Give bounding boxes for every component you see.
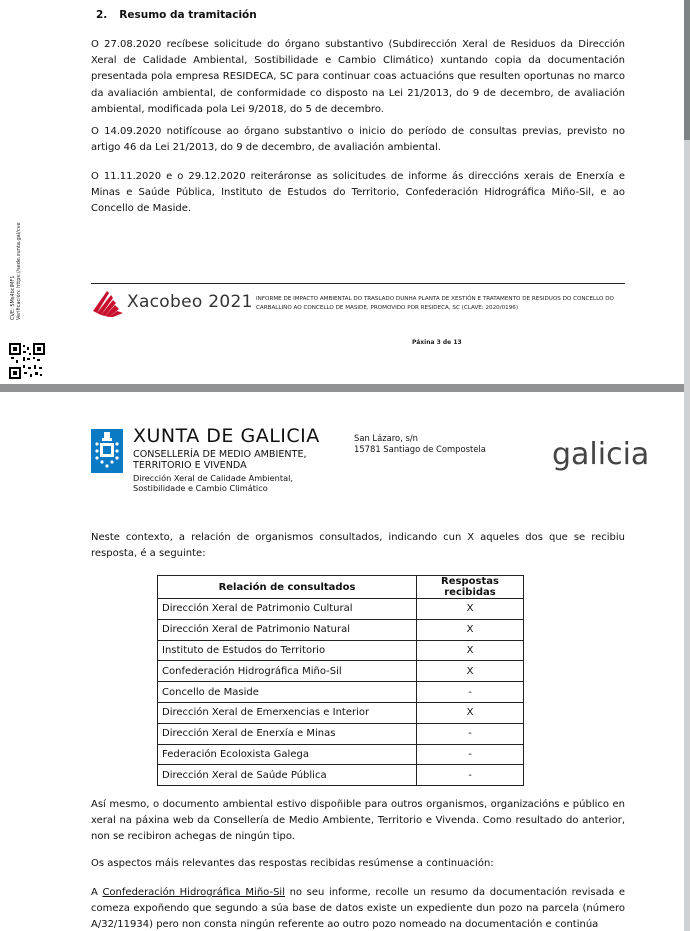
organism-cell: Concello de Maside <box>158 682 417 703</box>
conselleria-line-1: CONSELLERÍA DE MEDIO AMBIENTE, <box>133 449 307 460</box>
paragraph-reiteracion: O 11.11.2020 e o 29.12.2020 reiteráronse as solicitudes de informe ás direccións xerais de Enerxía e Minas e Saúde Pública, Instituto de Estudos do Territorio, Confederación Hidrográfica Miño-Sil, e ao Concello de Maside. <box>91 171 625 215</box>
organism-cell: Confederación Hidrográfica Miño-Sil <box>158 661 417 682</box>
response-cell: X <box>417 661 524 682</box>
footer-divider <box>91 283 625 284</box>
direccion-line-1: Dirección Xeral de Calidade Ambiental, <box>133 473 293 483</box>
organism-cell: Dirección Xeral de Saúde Pública <box>158 765 417 786</box>
address-line-1: San Lázaro, s/n <box>354 433 418 443</box>
section-heading <box>96 9 269 21</box>
footer-description: INFORME DE IMPACTO AMBIENTAL DO TRASLADO DUNHA PLANTA DE XESTIÓN E TRATAMENTO DE RESIDUOS DO CONCELLO DO CARBALLIÑO AO CONCELLO DE MASIDE, PROMOVIDO POR RESIDECA, SC (CLAVE: 2020/0196) <box>256 296 614 311</box>
table-row <box>158 765 524 786</box>
address-line-2: 15781 Santiago de Compostela <box>354 443 486 454</box>
xunta-title: XUNTA DE GALICIA <box>133 425 320 447</box>
table-row <box>158 661 524 682</box>
response-cell: - <box>417 765 524 786</box>
organism-cell: Federación Ecoloxista Galega <box>158 744 417 765</box>
cve-verification-text <box>10 222 22 320</box>
response-cell: X <box>417 599 524 620</box>
response-cell: - <box>417 723 524 744</box>
document-page-4 <box>0 392 684 931</box>
xacobeo-logo-text: Xacobeo 2021 <box>127 292 253 312</box>
table-row <box>158 619 524 640</box>
qr-code-icon <box>9 343 45 379</box>
paragraph-confederacion-text: no seu informe, recolle un resumo da documentación revisada e comeza expoñendo que segundo a súa base de datos existe un expediente dun pozo na parcela (número A/32/11934) pero non consta ningún referente ao outro pozo nomeado na documentación e continúa <box>91 887 625 931</box>
organism-cell: Dirección Xeral de Patrimonio Cultural <box>158 599 417 620</box>
paragraph-confederacion <box>91 885 625 931</box>
table-row <box>158 723 524 744</box>
page-number: Páxina 3 de 13 <box>412 339 462 346</box>
table-row <box>158 640 524 661</box>
scrollbar-track[interactable] <box>684 0 690 931</box>
table-row <box>158 702 524 723</box>
address-block <box>354 433 486 454</box>
direccion-line-2: Sostibilidade e Cambio Climático <box>133 483 268 493</box>
organism-cell: Dirección Xeral de Patrimonio Natural <box>158 619 417 640</box>
scrollbar-thumb[interactable] <box>684 0 690 140</box>
table-row <box>158 599 524 620</box>
response-cell: X <box>417 640 524 661</box>
organism-cell: Instituto de Estudos do Territorio <box>158 640 417 661</box>
column-header: Relación de consultados <box>158 576 417 599</box>
conselleria-line-2: TERRITORIO E VIVENDA <box>133 460 247 471</box>
section-number: 2. <box>96 9 108 21</box>
response-cell: - <box>417 682 524 703</box>
section-title: Resumo da tramitación <box>119 9 257 21</box>
response-cell: - <box>417 744 524 765</box>
consulted-organisms-table <box>157 575 524 786</box>
document-page-3 <box>0 0 684 384</box>
table-header-row <box>158 576 524 599</box>
cve-code: CVE: 5Ms4bcIMF1 <box>10 275 16 320</box>
xunta-coat-of-arms-icon <box>91 429 123 473</box>
paragraph-article: A <box>91 887 98 898</box>
table-row <box>158 682 524 703</box>
conselleria-name <box>133 449 307 471</box>
verification-url: Verificación: https://sede.xunta.gal/cve <box>16 222 22 320</box>
paragraph-aspectos: Os aspectos máis relevantes das respostas recibidas resúmense a continuación: <box>91 858 494 869</box>
paragraph-solicitude: O 27.08.2020 recíbese solicitude do órgano substantivo (Subdirección Xeral de Residuos da Dirección Xeral de Calidade Ambiental, Sostibilidade e Cambio Climático) xuntando copia da documentación presentada pola empresa RESIDECA, SC para continuar coas actuacións que resulten oportunas no marco da avaliación ambiental, de conformidade co disposto na Lei 21/2013, do 9 de decembro, de avaliación ambiental, modificada pola Lei 9/2018, do 5 de decembro. <box>91 39 625 115</box>
table-row <box>158 744 524 765</box>
galicia-logo-icon <box>550 437 670 477</box>
paragraph-consultas: O 14.09.2020 notifícouse ao órgano substantivo o inicio do período de consultas previas, previsto no artigo 46 da Lei 21/2013, do 9 de decembro, de avaliación ambiental. <box>91 126 625 154</box>
response-cell: X <box>417 702 524 723</box>
paragraph-asimesmo: Así mesmo, o documento ambiental estivo dispoñible para outros organismos, organizacións e público en xeral na páxina web da Consellería de Medio Ambiente, Territorio e Vivenda. Como resultado do anterior, non se recibiron achegas de ningún tipo. <box>91 799 625 843</box>
galicia-logo-text: galicia <box>552 437 650 472</box>
organism-cell: Dirección Xeral de Emerxencias e Interior <box>158 702 417 723</box>
response-cell: X <box>417 619 524 640</box>
paragraph-intro: Neste contexto, a relación de organismos consultados, indicando cun X aqueles dos que se recibiu resposta, é a seguinte: <box>91 532 625 560</box>
organism-cell: Dirección Xeral de Enerxía e Minas <box>158 723 417 744</box>
confederacion-underlined: Confederación Hidrográfica Miño-Sil <box>102 887 285 898</box>
column-header: Respostas recibidas <box>417 576 524 599</box>
direccion-xeral-name <box>133 473 293 493</box>
